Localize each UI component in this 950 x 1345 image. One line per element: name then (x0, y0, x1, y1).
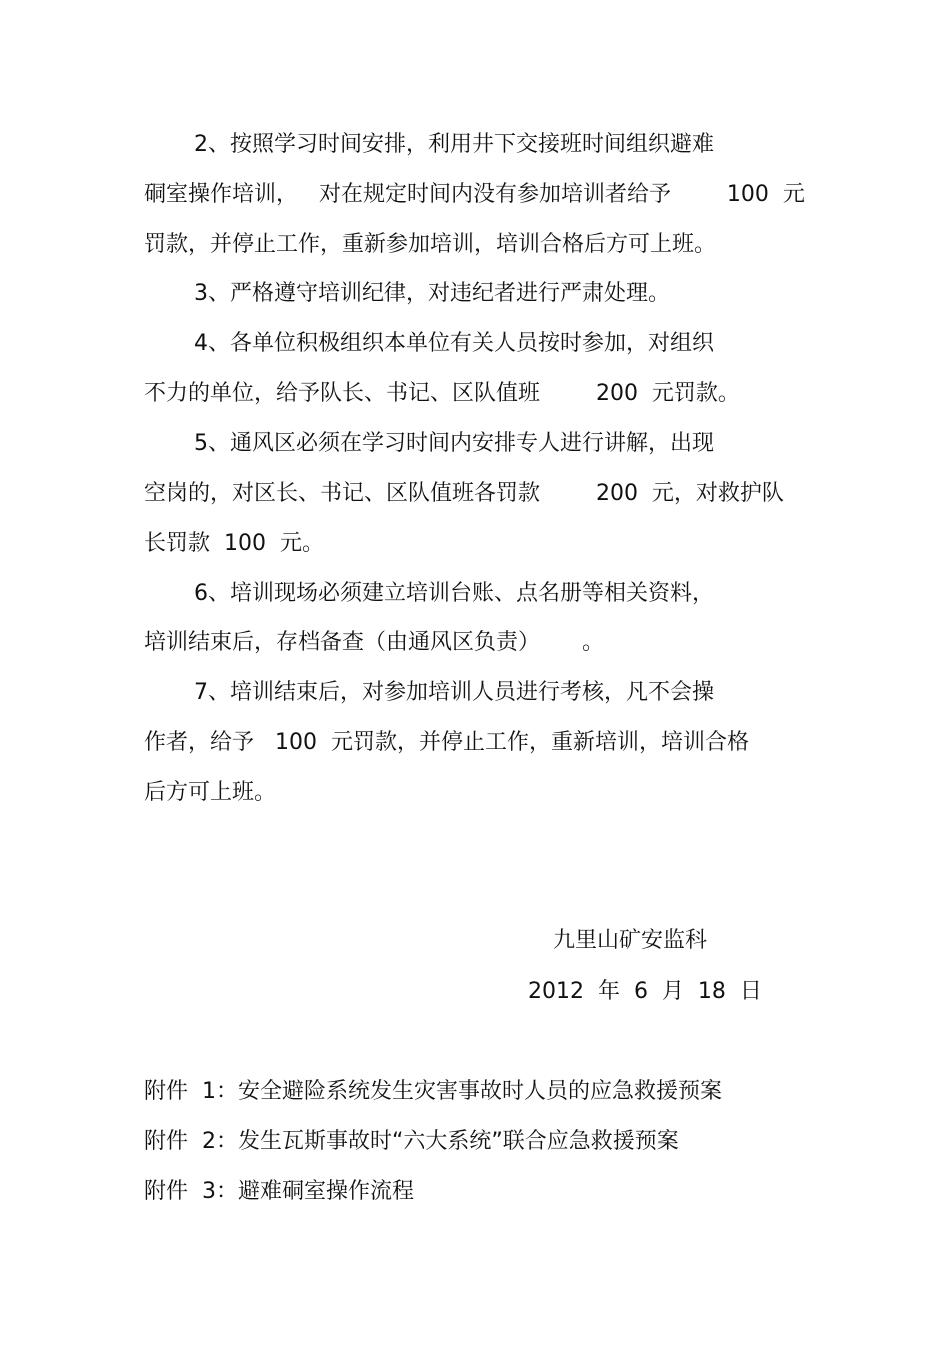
rule-2-line-2: 硐室操作培训， 对在规定时间内没有参加培训者给予 100 元 (144, 182, 805, 207)
rule-4-line-2: 不力的单位，给予队长、书记、区队值班 200 元罚款。 (144, 381, 740, 406)
signature-date: 2012 年 6 月 18 日 (528, 979, 762, 1004)
attachment-3: 附件 3：避难硐室操作流程 (144, 1179, 414, 1204)
rule-7-line-2: 作者，给予 100 元罚款，并停止工作，重新培训，培训合格 (144, 730, 749, 755)
rule-2-line-1: 2、按照学习时间安排，利用井下交接班时间组织避难 (194, 132, 714, 157)
signature-organization: 九里山矿安监科 (553, 928, 708, 953)
rule-3-line-1: 3、严格遵守培训纪律，对违纪者进行严肃处理。 (194, 281, 670, 306)
rule-5-line-2: 空岗的，对区长、书记、区队值班各罚款 200 元，对救护队 (144, 481, 784, 506)
rule-7-line-3: 后方可上班。 (144, 780, 277, 805)
rule-7-line-1: 7、培训结束后，对参加培训人员进行考核，凡不会操 (194, 680, 714, 705)
rule-6-line-2: 培训结束后，存档备查（由通风区负责） 。 (144, 630, 604, 655)
rule-6-line-1: 6、培训现场必须建立培训台账、点名册等相关资料， (194, 581, 714, 606)
rule-2-line-3: 罚款，并停止工作，重新参加培训，培训合格后方可上班。 (144, 232, 717, 257)
rule-5-line-3: 长罚款 100 元。 (144, 531, 324, 556)
attachment-1: 附件 1：安全避险系统发生灾害事故时人员的应急救援预案 (144, 1079, 722, 1104)
rule-5-line-1: 5、通风区必须在学习时间内安排专人进行讲解，出现 (194, 431, 714, 456)
attachment-2: 附件 2：发生瓦斯事故时“六大系统”联合应急救援预案 (144, 1129, 679, 1154)
rule-4-line-1: 4、各单位积极组织本单位有关人员按时参加，对组织 (194, 331, 714, 356)
